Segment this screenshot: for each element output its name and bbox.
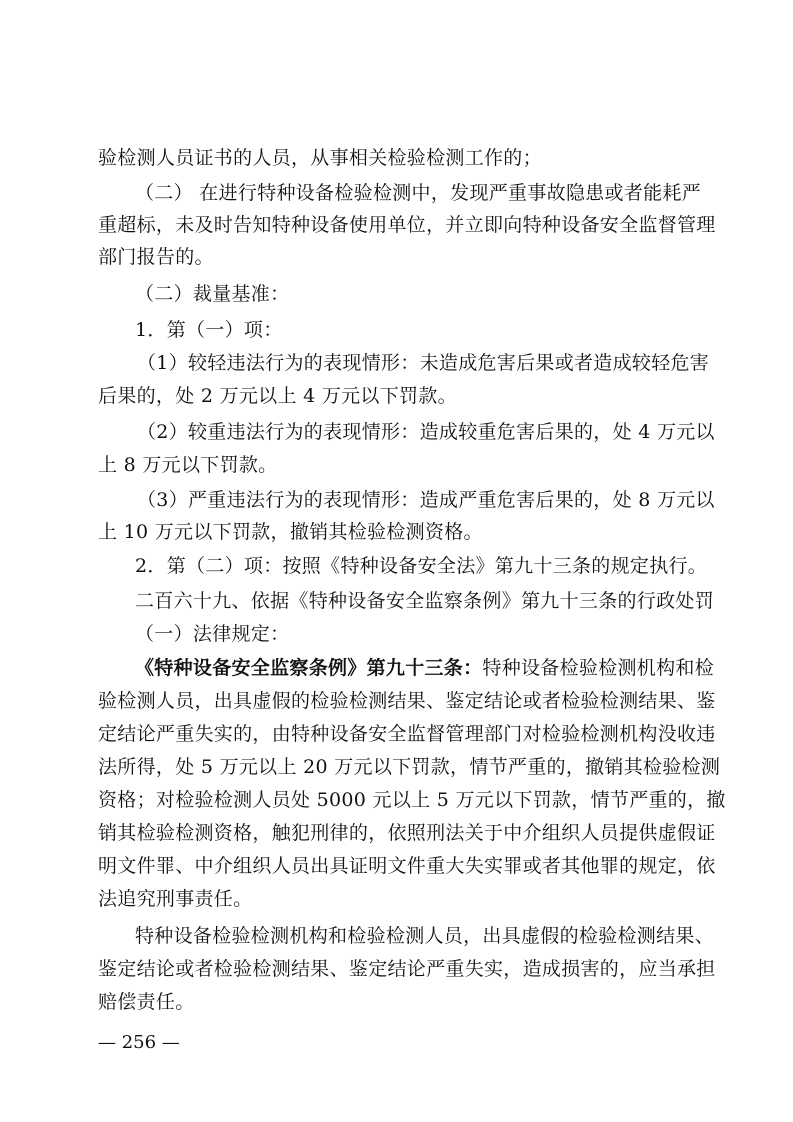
text-line-25: 鉴定结论或者检验检测结果、鉴定结论严重失实，造成损害的，应当承担 [98,958,716,980]
text-line-16 [135,656,715,680]
text-line-2: （二） 在进行特种设备检验检测中，发现严重事故隐患或者能耗严 [135,182,702,204]
text-line-22: 明文件罪、中介组织人员出具证明文件重大失实罪或者其他罪的规定，依 [98,855,716,877]
article-heading: 《特种设备安全监察条例》第九十三条： [135,657,483,679]
text-line-9: （2）较重违法行为的表现情形：造成较重危害后果的，处 4 万元以 [137,421,715,443]
text-line-4: 部门报告的。 [98,246,214,268]
text-line-26: 赔偿责任。 [98,991,195,1013]
text-line-10: 上 8 万元以下罚款。 [98,454,278,476]
item-heading-2: 2．第（二）项：按照《特种设备安全法》第九十三条的规定执行。 [135,555,708,577]
text-line-12: 上 10 万元以下罚款，撤销其检验检测资格。 [98,521,483,543]
text-line-8: 后果的，处 2 万元以上 4 万元以下罚款。 [98,385,457,407]
text-line-19: 法所得，处 5 万元以上 20 万元以下罚款，情节严重的，撤销其检验检测 [98,756,721,778]
text-line-17: 验检测人员，出具虚假的检验检测结果、鉴定结论或者检验检测结果、鉴 [98,690,716,712]
page-number: — 256 — [98,1032,180,1053]
article-text-start: 特种设备检验检测机构和检 [482,657,715,679]
text-line-20: 资格；对检验检测人员处 5000 元以上 5 万元以下罚款，情节严重的，撤 [98,789,726,811]
item-heading-1: 1．第（一）项： [135,319,283,341]
text-line-7: （1）较轻违法行为的表现情形：未造成危害后果或者造成较轻危害 [137,352,710,374]
section-heading-legal-provision: （一）法律规定： [135,623,290,645]
text-line-24: 特种设备检验检测机构和检验检测人员，出具虚假的检验检测结果、 [135,925,715,947]
section-heading-discretion-standard: （二）裁量基准： [135,283,290,305]
text-line-18: 定结论严重失实的，由特种设备安全监督管理部门对检验检测机构没收违 [98,723,716,745]
text-line-11: （3）严重违法行为的表现情形：造成严重危害后果的，处 8 万元以 [137,489,715,511]
text-line-21: 销其检验检测资格，触犯刑律的，依照刑法关于中介组织人员提供虚假证 [98,822,716,844]
text-line-1: 验检测人员证书的人员，从事相关检验检测工作的； [98,147,542,169]
section-heading-269: 二百六十九、依据《特种设备安全监察条例》第九十三条的行政处罚 [135,590,715,612]
text-line-23: 法追究刑事责任。 [98,888,253,910]
text-line-3: 重超标，未及时告知特种设备使用单位，并立即向特种设备安全监督管理 [98,214,716,236]
